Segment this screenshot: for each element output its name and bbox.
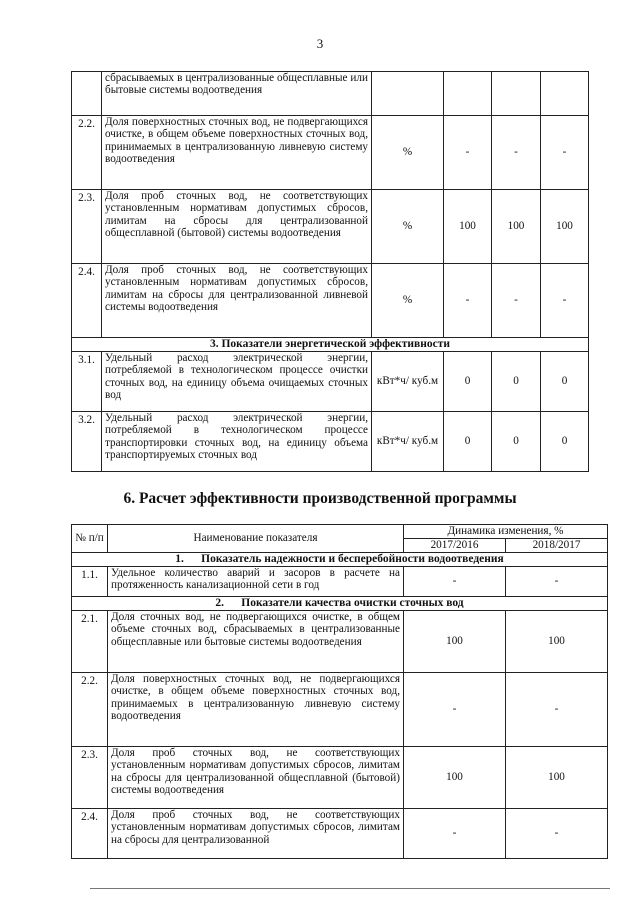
row-number: 2.3. [72,190,102,264]
section-label: Показатель надежности и бесперебойности водоотведения [201,553,504,565]
table-row [72,264,589,338]
row-number: 2.3. [72,747,108,809]
value-1: - [404,567,506,597]
value-2: - [506,809,608,859]
value-2: 100 [506,611,608,673]
row-number: 2.4. [72,809,108,859]
table-row [72,72,589,116]
unit: кВт*ч/ куб.м [372,352,444,412]
indicators-table-continued [71,71,589,472]
indicator-name: Доля проб сточных вод, не соответствующих установленным нормативам допустимых сбросов, лимитам на сбросы для централизованной ливневой системы водоотведения [102,264,372,338]
value-2: 100 [492,190,541,264]
value-1 [444,72,492,116]
value-3: 0 [541,352,589,412]
indicator-name: сбрасываемых в централизованные общесплавные или бытовые системы водоотведения [102,72,372,116]
unit: % [372,116,444,190]
table-row [72,747,608,809]
indicator-name: Доля проб сточных вод, не соответствующих установленным нормативам допустимых сбросов, лимитам на сбросы для централизованной [108,809,404,859]
value-2: - [492,116,541,190]
section-header-row [72,338,589,352]
unit: % [372,264,444,338]
section-label: Показатели качества очистки сточных вод [241,597,464,609]
section-title [72,553,608,567]
value-3 [541,72,589,116]
table-row [72,809,608,859]
section-header-row [72,597,608,611]
unit [372,72,444,116]
header-year-1: 2017/2016 [404,539,506,553]
table-row [72,611,608,673]
value-2: - [506,567,608,597]
value-1: 100 [444,190,492,264]
value-1: - [444,116,492,190]
value-1: - [404,809,506,859]
row-number [72,72,102,116]
header-name: Наименование показателя [108,525,404,553]
indicator-name: Удельное количество аварий и засоров в расчете на протяженность канализационной сети в год [108,567,404,597]
unit: % [372,190,444,264]
value-1: 100 [404,611,506,673]
row-number: 2.2. [72,673,108,747]
indicator-name: Доля проб сточных вод, не соответствующих установленным нормативам допустимых сбросов, лимитам на сбросы для централизованной общесплавной (бытовой) системы водоотведения [102,190,372,264]
page-bottom-divider [90,888,610,889]
table-row [72,673,608,747]
section-title [72,597,608,611]
value-1: 0 [444,412,492,472]
header-dynamics: Динамика изменения, % [404,525,608,539]
value-2: 100 [506,747,608,809]
value-2: - [506,673,608,747]
indicator-name: Удельный расход электрической энергии, потребляемой в технологическом процессе очистки сточных вод, на единицу объема очищаемых сточных вод [102,352,372,412]
row-number: 1.1. [72,567,108,597]
unit: кВт*ч/ куб.м [372,412,444,472]
value-2: - [492,264,541,338]
row-number: 3.1. [72,352,102,412]
value-1: - [404,673,506,747]
row-number: 2.1. [72,611,108,673]
table-row [72,352,589,412]
value-3: - [541,116,589,190]
table-row [72,567,608,597]
indicator-name: Удельный расход электрической энергии, потребляемой в технологическом процессе транспортировки сточных вод, на единицу объема транспортируемых сточных вод [102,412,372,472]
indicator-name: Доля проб сточных вод, не соответствующих установленным нормативам допустимых сбросов, лимитам на сбросы для централизованной общесплавной (бытовой) системы водоотведения [108,747,404,809]
section-heading: 6. Расчет эффективности производственной программы [123,490,517,507]
header-number: № п/п [72,525,108,553]
table-row [72,116,589,190]
row-number: 2.4. [72,264,102,338]
value-1: 0 [444,352,492,412]
value-1: 100 [404,747,506,809]
indicator-name: Доля поверхностных сточных вод, не подвергающихся очистке, в общем объеме поверхностных сточных вод, принимаемых в централизованную ливневую систему водоотведения [102,116,372,190]
section-title: 3. Показатели энергетической эффективности [72,338,589,352]
row-number: 2.2. [72,116,102,190]
section-header-row [72,553,608,567]
efficiency-table [71,524,608,859]
page-number: 3 [316,36,324,51]
value-2: 0 [492,352,541,412]
table-row [72,412,589,472]
indicator-name: Доля сточных вод, не подвергающихся очистке, в общем объеме сточных вод, сбрасываемых в централизованные общесплавные или бытовые системы водоотведения [108,611,404,673]
header-row [72,525,608,539]
value-2 [492,72,541,116]
section-number: 1. [175,553,184,565]
value-1: - [444,264,492,338]
row-number: 3.2. [72,412,102,472]
value-3: - [541,264,589,338]
section-number: 2. [215,597,225,609]
value-3: 100 [541,190,589,264]
indicator-name: Доля поверхностных сточных вод, не подвергающихся очистке, в общем объеме поверхностных сточных вод, принимаемых в централизованную ливневую систему водоотведения [108,673,404,747]
value-2: 0 [492,412,541,472]
value-3: 0 [541,412,589,472]
table-row [72,190,589,264]
header-year-2: 2018/2017 [506,539,608,553]
